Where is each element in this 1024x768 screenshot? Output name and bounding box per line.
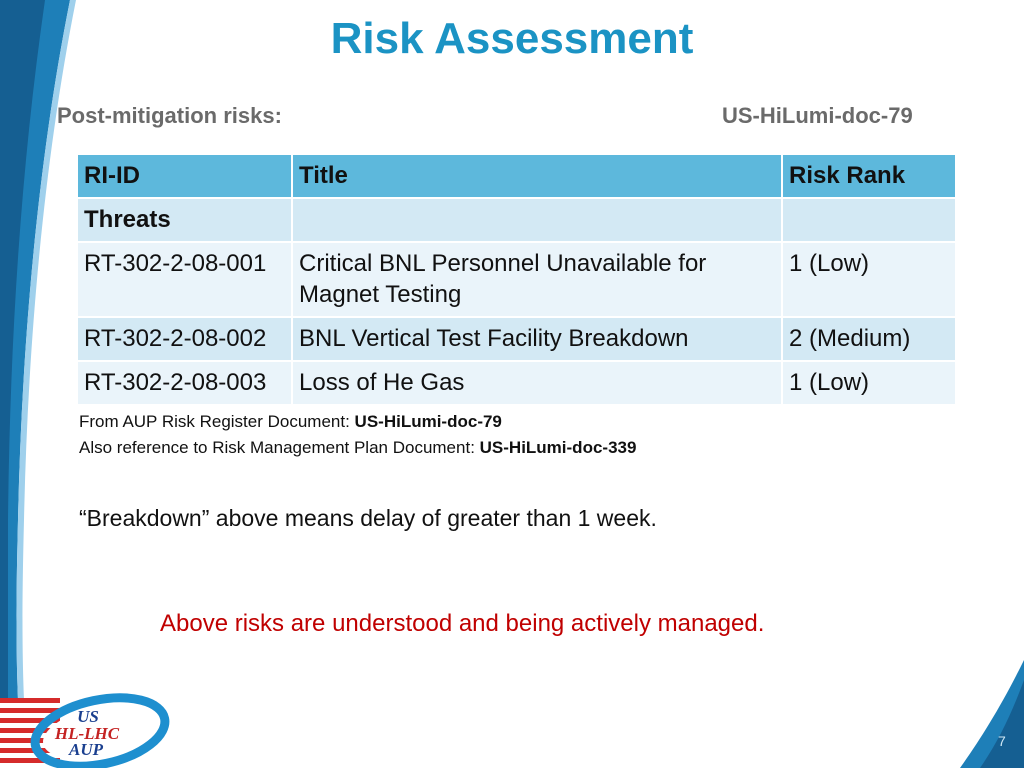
header-title: Title (292, 154, 782, 198)
risk-table (76, 153, 957, 406)
logo-text-us: US (77, 707, 99, 726)
risk-title-cell (292, 242, 782, 317)
risk-title-line: Magnet Testing (299, 281, 462, 308)
risk-title-line: Critical BNL Personnel Unavailable for (299, 250, 707, 277)
managed-statement: Above risks are understood and being actively managed. (160, 610, 765, 637)
table-header-row (77, 154, 956, 198)
section-empty-cell (782, 198, 956, 242)
section-threats: Threats (77, 198, 292, 242)
logo-text-aup: AUP (69, 740, 103, 759)
risk-rank-cell: 1 (Low) (782, 361, 956, 405)
risk-id-cell: RT-302-2-08-002 (77, 317, 292, 361)
slide-title: Risk Assessment (330, 14, 694, 63)
risk-register-reference (79, 409, 636, 435)
reference-block (79, 409, 636, 461)
header-risk-rank: Risk Rank (782, 154, 956, 198)
table-section-row (77, 198, 956, 242)
reference-prefix: Also reference to Risk Management Plan Document: (79, 438, 480, 457)
header-ri-id: RI-ID (77, 154, 292, 198)
table-row (77, 242, 956, 317)
table-row (77, 317, 956, 361)
risk-rank-cell: 2 (Medium) (782, 317, 956, 361)
breakdown-note: “Breakdown” above means delay of greater than 1 week. (79, 505, 657, 531)
risk-title-cell: BNL Vertical Test Facility Breakdown (292, 317, 782, 361)
us-hl-lhc-aup-logo (0, 690, 175, 768)
post-mitigation-label: Post-mitigation risks: (57, 103, 282, 128)
risk-rank-cell: 1 (Low) (782, 242, 956, 317)
bottom-right-decorative-swoosh (940, 660, 1024, 768)
risk-title-cell: Loss of He Gas (292, 361, 782, 405)
risk-plan-doc-id: US-HiLumi-doc-339 (479, 438, 637, 457)
table-row (77, 361, 956, 405)
risk-register-doc-id: US-HiLumi-doc-79 (354, 412, 502, 431)
section-empty-cell (292, 198, 782, 242)
risk-id-cell: RT-302-2-08-003 (77, 361, 292, 405)
doc-reference-label: US-HiLumi-doc-79 (722, 103, 913, 128)
risk-id-cell: RT-302-2-08-001 (77, 242, 292, 317)
risk-plan-reference (79, 435, 636, 461)
logo-text-hl-lhc: HL-LHC (54, 724, 120, 743)
page-number: 7 (998, 733, 1006, 749)
reference-prefix: From AUP Risk Register Document: (79, 412, 355, 431)
